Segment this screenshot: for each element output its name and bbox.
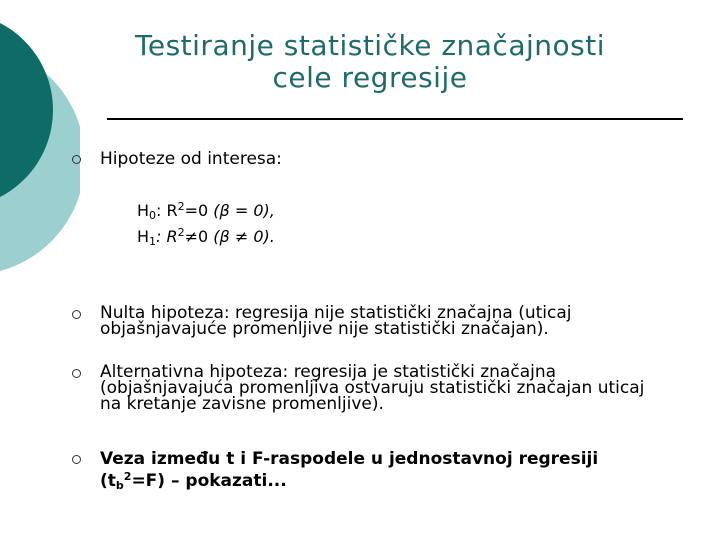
formula-subscript: b bbox=[115, 479, 124, 492]
h0-colon: : R bbox=[156, 201, 178, 220]
slide-title bbox=[80, 30, 660, 94]
bullet-line-2 bbox=[100, 470, 700, 492]
h0-letter: H bbox=[137, 201, 150, 220]
bullet-null-hypothesis bbox=[100, 305, 700, 337]
bullet-line-3: na kretanje zavisne promenljive). bbox=[100, 394, 384, 414]
formula-rest: =F) – pokazati... bbox=[131, 471, 287, 491]
h1-subscript: 1 bbox=[149, 235, 157, 248]
hollow-circle-bullet-icon bbox=[72, 310, 81, 319]
bullet-text: Hipoteze od interesa: bbox=[100, 149, 282, 169]
hollow-circle-bullet-icon bbox=[72, 369, 81, 378]
h0-relation: =0 bbox=[184, 201, 214, 220]
bullet-line-1: Veza između t i F-raspodele u jednostavnoj regresiji bbox=[100, 449, 599, 469]
title-underline bbox=[107, 118, 683, 120]
slide-title-line-1: Testiranje statističke značajnosti bbox=[135, 29, 605, 62]
h1-colon: : R bbox=[156, 227, 178, 246]
h1-letter: H bbox=[137, 227, 150, 246]
bullet-line-1: Nulta hipoteza: regresija nije statistički značajna (uticaj bbox=[100, 303, 572, 323]
decorative-circles bbox=[0, 0, 80, 300]
bullet-line-2: (objašnjavajuća promenljiva ostvaruju statistički značajan uticaj bbox=[100, 378, 645, 398]
bullet-line-1: Alternativna hipoteza: regresija je statistički značajna bbox=[100, 362, 557, 382]
hollow-circle-bullet-icon bbox=[72, 155, 81, 164]
alternative-hypothesis-formula bbox=[137, 226, 275, 248]
null-hypothesis-formula bbox=[137, 200, 275, 222]
h0-beta-condition: (β = 0), bbox=[213, 201, 275, 220]
bullet-t-f-relationship bbox=[100, 448, 700, 492]
h0-subscript: 0 bbox=[149, 209, 157, 222]
formula-superscript: 2 bbox=[123, 470, 132, 483]
h1-superscript: 2 bbox=[177, 226, 185, 239]
h1-relation: ≠0 bbox=[184, 227, 214, 246]
formula-open: (t bbox=[100, 471, 116, 491]
decorative-circles-graphic bbox=[0, 0, 80, 300]
bullet-hypotheses-of-interest bbox=[100, 151, 700, 167]
slide-title-line-2: cele regresije bbox=[272, 61, 468, 94]
hollow-circle-bullet-icon bbox=[72, 455, 81, 464]
h1-beta-condition: (β ≠ 0). bbox=[213, 227, 275, 246]
h0-superscript: 2 bbox=[177, 200, 185, 213]
bullet-line-2: objašnjavajuće promenljive nije statistički značajan). bbox=[100, 319, 549, 339]
bullet-alternative-hypothesis bbox=[100, 364, 700, 412]
